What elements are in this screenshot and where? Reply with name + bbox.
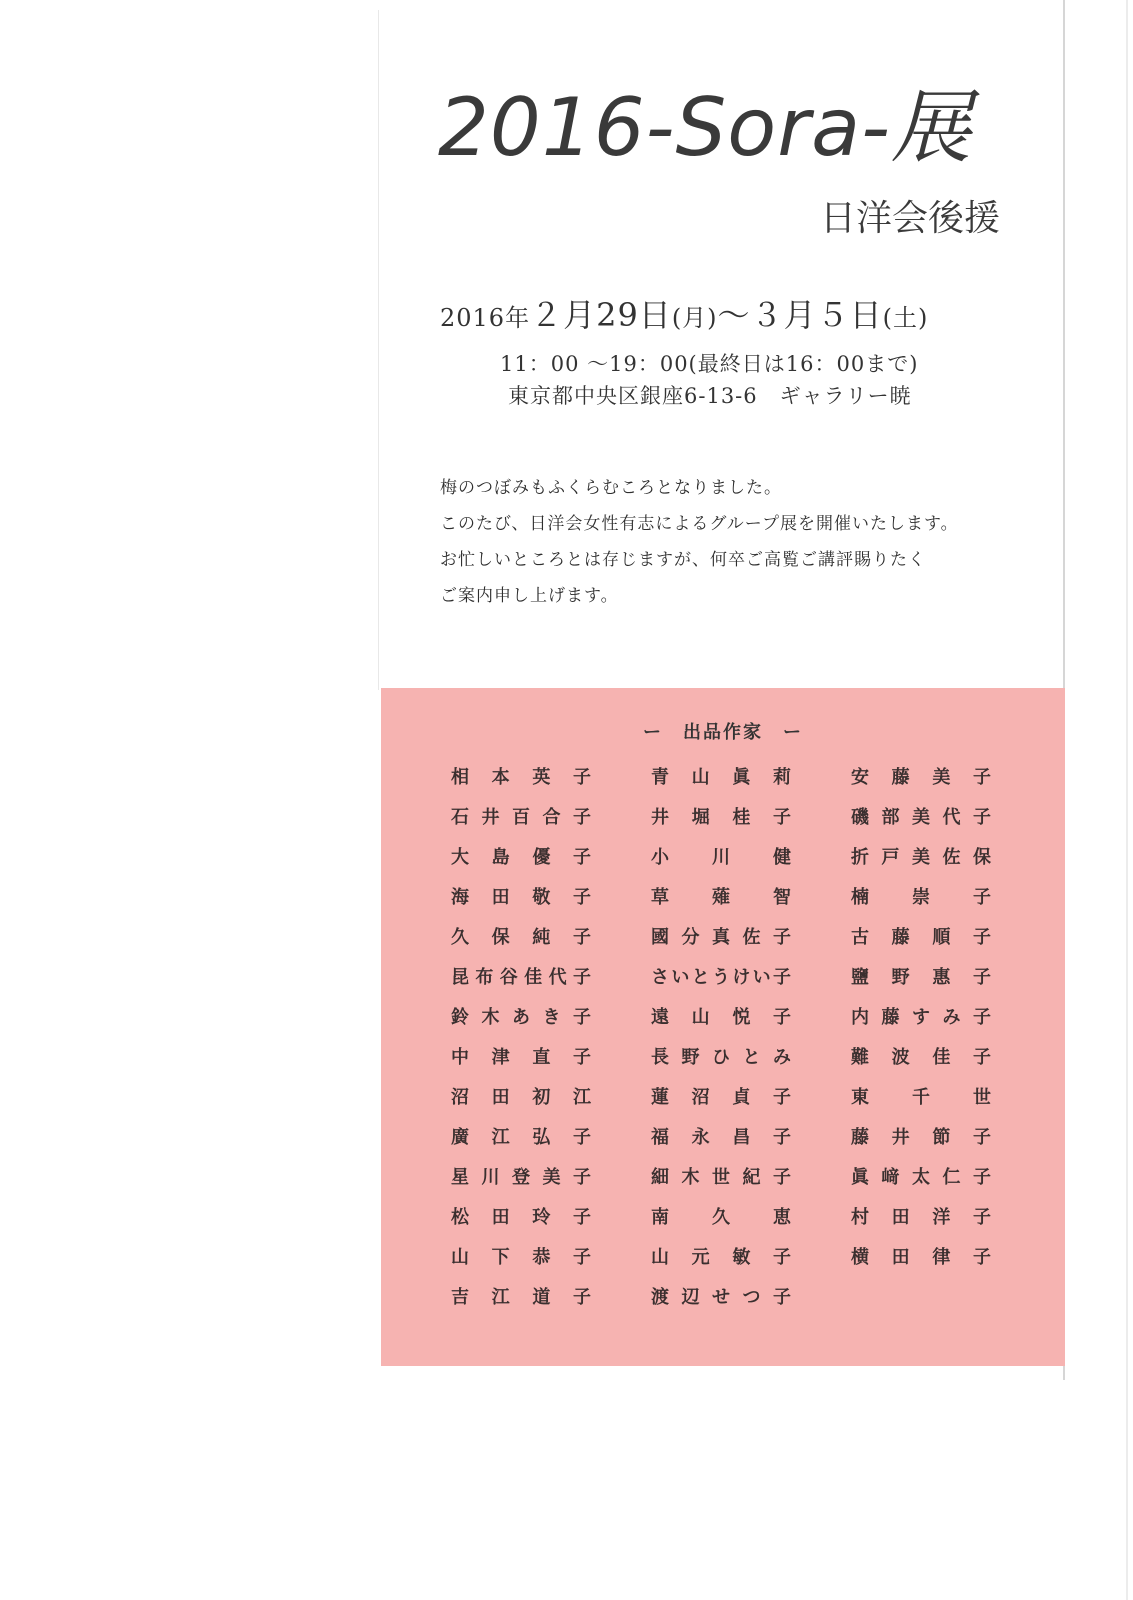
artist-name: 細 木 世 紀 子 — [651, 1167, 791, 1188]
artist-name: 渡 辺 せ つ 子 — [651, 1287, 791, 1308]
artist-grid — [451, 758, 1021, 1318]
artist-name: 鹽 野 惠 子 — [851, 967, 991, 988]
dates-end: ３月５日 — [750, 296, 883, 334]
exhibition-dates — [440, 290, 1010, 336]
artist-name: 廣 江 弘 子 — [451, 1127, 591, 1148]
artist-name: さ い と う け い 子 — [651, 967, 791, 988]
artist-name: 國 分 真 佐 子 — [651, 927, 791, 948]
artist-name: 相 本 英 子 — [451, 767, 591, 788]
artist-list-panel — [381, 688, 1065, 1366]
artist-name: 福 永 昌 子 — [651, 1127, 791, 1148]
artist-name: 久 保 純 子 — [451, 927, 591, 948]
artist-name: 眞 﨑 太 仁 子 — [851, 1167, 991, 1188]
opening-hours: 11：00 〜19：00(最終日は16：00まで) — [500, 352, 919, 376]
message-line: ご案内申し上げます。 — [440, 586, 619, 606]
artist-name: 昆 布 谷 佳 代 子 — [451, 967, 591, 988]
artist-name: 楠 崇 子 — [851, 887, 991, 908]
page-edge-right — [1126, 0, 1128, 1600]
artist-name: 南 久 恵 — [651, 1207, 791, 1228]
invitation-message — [440, 470, 1040, 614]
artist-name: 蓮 沼 貞 子 — [651, 1087, 791, 1108]
artist-name: 石 井 百 合 子 — [451, 807, 591, 828]
artist-name: 難 波 佳 子 — [851, 1047, 991, 1068]
artist-name: 山 元 敏 子 — [651, 1247, 791, 1268]
artist-name: 古 藤 順 子 — [851, 927, 991, 948]
artist-list-heading: ー 出品作家 ー — [643, 722, 803, 743]
sponsor-line: 日洋会後援 — [819, 198, 1000, 239]
artist-name: 鈴 木 あ き 子 — [451, 1007, 591, 1028]
message-line: 梅のつぼみもふくらむころとなりました。 — [440, 478, 782, 498]
artist-name: 沼 田 初 江 — [451, 1087, 591, 1108]
artist-name: 星 川 登 美 子 — [451, 1167, 591, 1188]
dates-year: 2016年 — [440, 304, 531, 332]
artist-name: 藤 井 節 子 — [851, 1127, 991, 1148]
artist-name: 安 藤 美 子 — [851, 767, 991, 788]
artist-name: 内 藤 す み 子 — [851, 1007, 991, 1028]
artist-name: 草 薙 智 — [651, 887, 791, 908]
artist-name: 吉 江 道 子 — [451, 1287, 591, 1308]
artist-name: 長 野 ひ と み — [651, 1047, 791, 1068]
artist-name: 中 津 直 子 — [451, 1047, 591, 1068]
artist-name: 遠 山 悦 子 — [651, 1007, 791, 1028]
artist-name: 折 戸 美 佐 保 — [851, 847, 991, 868]
artist-name: 山 下 恭 子 — [451, 1247, 591, 1268]
artist-name: 横 田 律 子 — [851, 1247, 991, 1268]
artist-name: 小 川 健 — [651, 847, 791, 868]
dates-start-day: (月) — [671, 304, 718, 332]
message-line: お忙しいところとは存じますが、何卒ご高覧ご講評賜りたく — [440, 550, 926, 570]
message-line: このたび、日洋会女性有志によるグループ展を開催いたします。 — [440, 514, 959, 534]
dates-start: ２月29日 — [530, 296, 672, 334]
artist-name: 大 島 優 子 — [451, 847, 591, 868]
dates-end-day: (土) — [882, 304, 929, 332]
card-edge-left — [378, 10, 379, 690]
artist-name: 磯 部 美 代 子 — [851, 807, 991, 828]
artist-name: 海 田 敬 子 — [451, 887, 591, 908]
artist-name: 松 田 玲 子 — [451, 1207, 591, 1228]
gallery-address: 東京都中央区銀座6-13-6 ギャラリー暁 — [508, 384, 912, 408]
artist-name: 村 田 洋 子 — [851, 1207, 991, 1228]
artist-name: 東 千 世 — [851, 1087, 991, 1108]
exhibition-title: 2016-Sora-展 — [438, 81, 972, 174]
artist-name: 青 山 眞 莉 — [651, 767, 791, 788]
dates-tilde: 〜 — [717, 296, 751, 334]
artist-name: 井 堀 桂 子 — [651, 807, 791, 828]
